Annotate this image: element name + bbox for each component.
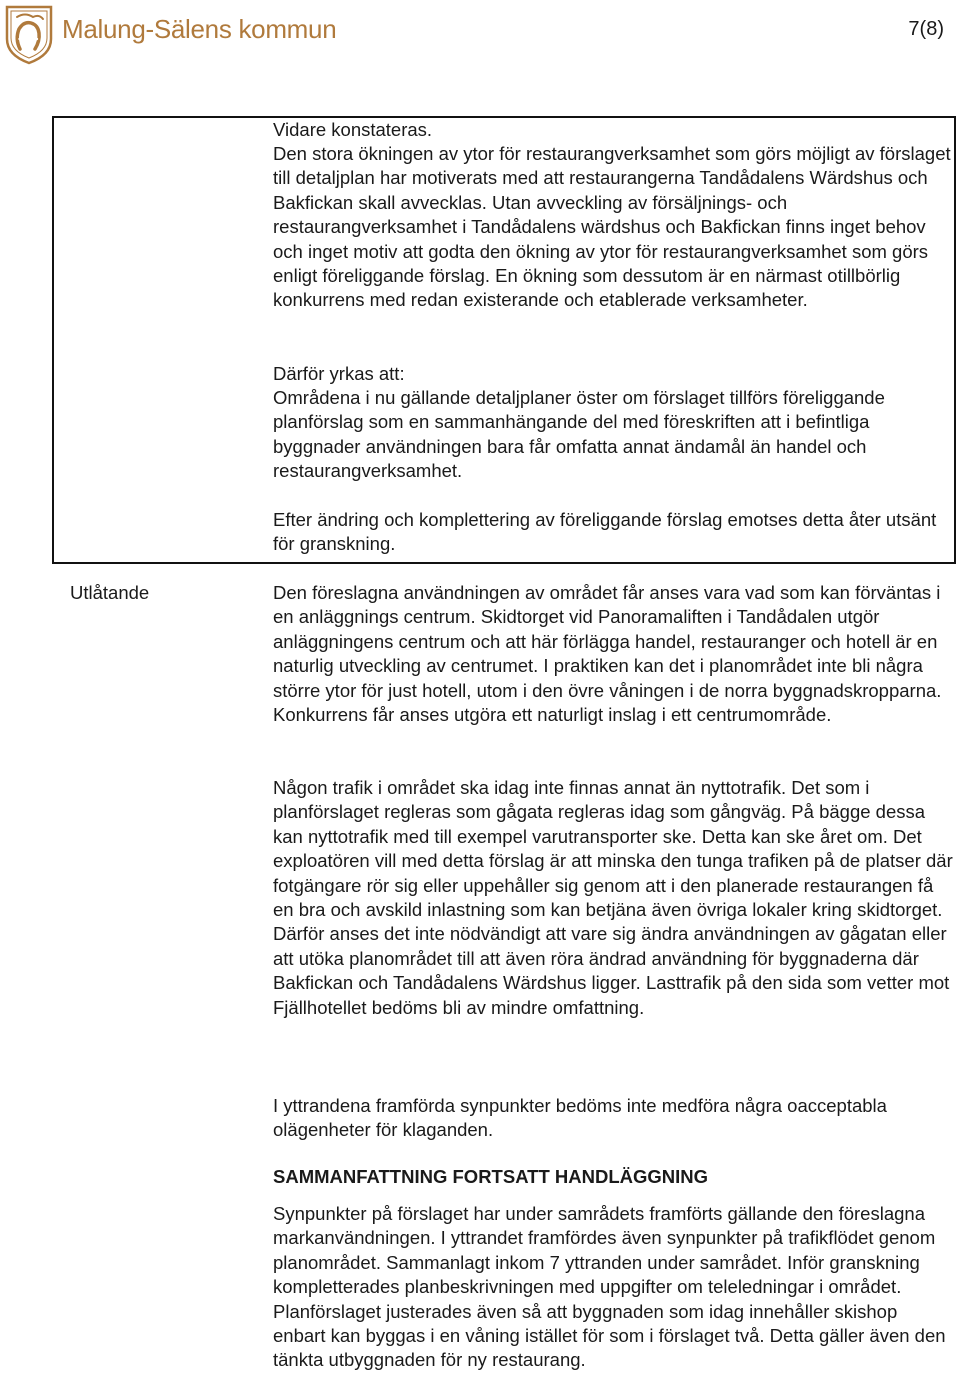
statement-label: Utlåtande	[70, 582, 150, 603]
summary-heading: SAMMANFATTNING FORTSATT HANDLÄGGNING	[273, 1166, 709, 1187]
page-number: 7(8)	[908, 18, 944, 40]
objection-paragraph: Den stora ökningen av ytor för restaurangverksamhet som görs möjligt av förslaget till detaljplan har motiverats med att restaurangerna Tandådalens Wärdshus och Bakfickan skall avvecklas. Utan avveckling av försäljnings- och restaurangverksamhet i Tandådalens wärdshus och Bakfickan finns inget behov och inget motiv att godta den ökning av ytor för restaurangverksamhet som görs enligt föreliggande förslag. En ökning som dessutom är en närmast otillbörlig konkurrens med redan existerande och etablerade verksamheter.	[273, 143, 951, 311]
demand-heading: Därför yrkas att:	[273, 363, 405, 384]
summary-paragraph: Synpunkter på förslaget har under samrådets framförts gällande den föreslagna markanvändningen. I yttrandet framfördes även synpunkter på trafikflödet genom planområdet. Sammanlagt inkom 7 yttranden under samrådet. Inför granskning kompletterades planbeskrivningen med uppgifter om teleledningar i området. Planförslaget justerades även så att byggnaden som idag innehåller skishop enbart kan byggas i en våning istället för som i förslaget två. Detta gäller även den tänkta utbyggnaden för ny restaurang.	[273, 1203, 946, 1371]
page-header	[0, 0, 960, 80]
objection-intro: Vidare konstateras.	[273, 119, 433, 140]
municipality-emblem-icon	[5, 5, 53, 65]
organization-name: Malung-Sälens kommun	[62, 14, 337, 44]
statement-paragraph-3: I yttrandena framförda synpunkter bedöms inte medföra några oacceptabla olägenheter för klaganden.	[273, 1095, 887, 1141]
statement-paragraph-2: Någon trafik i området ska idag inte finnas annat än nyttotrafik. Det som i planförslaget regleras som gågata regleras idag som gångväg. På bägge dessa kan nyttotrafik med till exempel varutransporter ske. Detta kan ske året om. Det exploatören vill med detta förslag är att minska den tunga trafiken på de platser där fotgängare rör sig eller uppehåller sig genom att i den planerade restaurangen få en bra och avskild inlastning som kan betjäna även övriga lokaler kring skidtorget. Därför anses det inte nödvändigt att vare sig ändra användningen av gågatan eller att utöka planområdet till att även röra ändrad användning för byggnaderna där Bakfickan och Tandådalens Wärdshus ligger. Lasttrafik på den sida som vetter mot Fjällhotellet bedöms bli av mindre omfattning.	[273, 777, 953, 1018]
statement-paragraph-1: Den föreslagna användningen av området får anses vara vad som kan förväntas i en anläggnings centrum. Skidtorget vid Panoramaliften i Tandådalen utgör anläggningens centrum och att här förlägga handel, restauranger och hotell är en naturlig utveckling av centrumet. I praktiken kan det i planområdet inte bli några större ytor för just hotell, utom i den övre våningen i de norra byggnadskropparna. Konkurrens får anses utgöra ett naturligt inslag i ett centrumområde.	[273, 582, 942, 726]
demand-text: Områdena i nu gällande detaljplaner öster om förslaget tillförs föreliggande planförslag som en sammanhängande del med föreskriften att i befintliga byggnader användningen bara får omfatta annat ändamål än handel och restaurangverksamhet.	[273, 387, 885, 482]
objection-closing: Efter ändring och komplettering av föreliggande förslag emotses detta åter utsänt för granskning.	[273, 509, 937, 555]
